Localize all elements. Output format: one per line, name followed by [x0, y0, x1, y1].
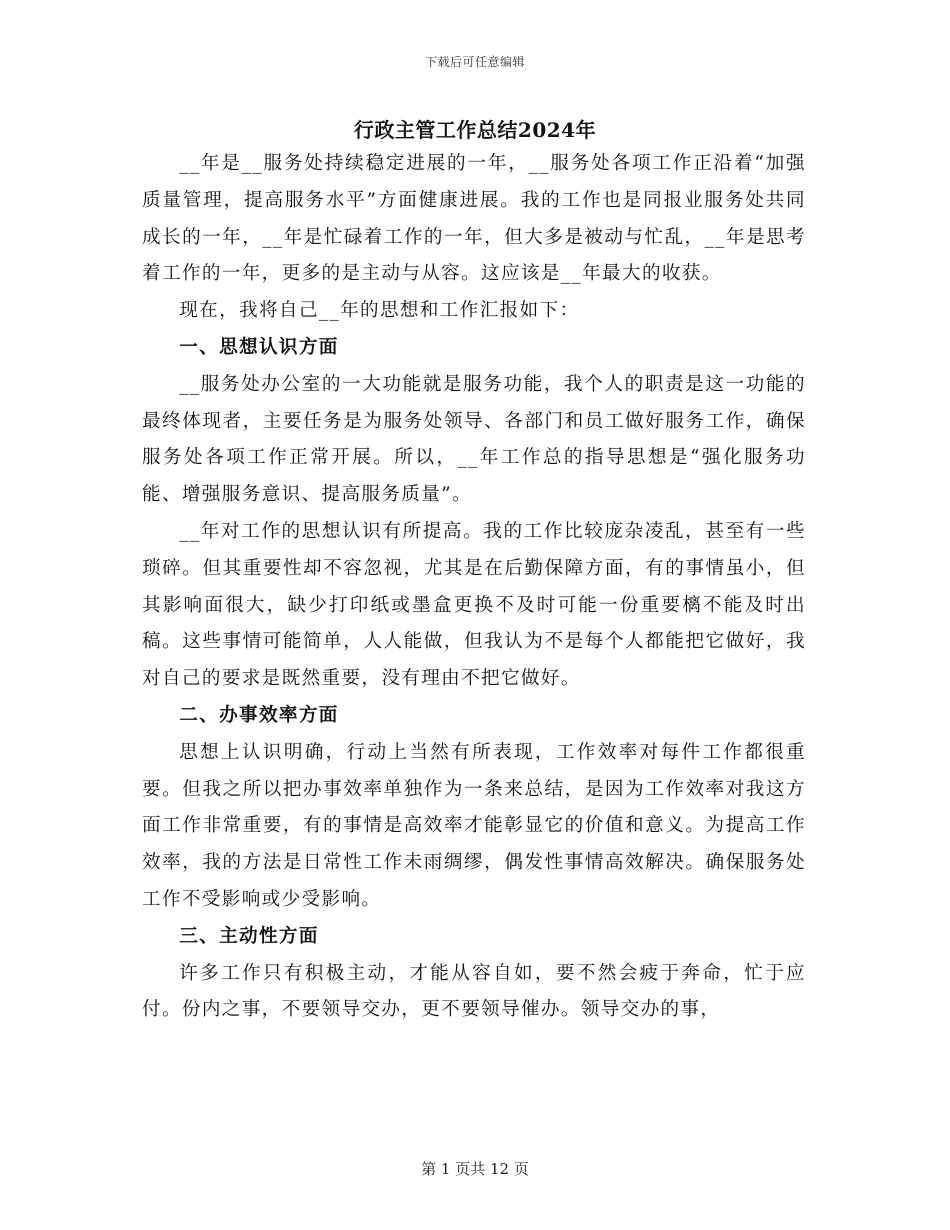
intro-paragraph: 现在，我将自己__年的思想和工作汇报如下：	[179, 300, 580, 322]
document-title: 行政主管工作总结2024年	[353, 118, 597, 142]
header-note: 下载后可任意编辑	[424, 55, 525, 69]
page-indicator: 第 1 页共 12 页	[421, 1160, 529, 1178]
section-heading: 三、主动性方面	[179, 925, 319, 947]
body-paragraph: 思想上认识明确，行动上当然有所表现，工作效率对每件工作都很重要。但我之所以把办事效率单独作为一条来总结，是因为工作效率对我这方面工作非常重要，有的事情是高效率才能彰显它的价值和意义。为提高工作效率，我的方法是日常性工作未雨绸缪，偶发性事情高效解决。确保服务处工作不受影响或少受影响。	[142, 741, 806, 910]
body-paragraph: __年对工作的思想认识有所提高。我的工作比较庞杂凌乱，甚至有一些琐碎。但其重要性却不容忽视，尤其是在后勤保障方面，有的事情虽小，但其影响面很大，缺少打印纸或墨盒更换不及时可能一份重要樆不能及时出稿。这些事情可能简单，人人能做，但我认为不是每个人都能把它做好，我对自己的要求是既然重要，没有理由不把它做好。	[142, 520, 806, 690]
body-paragraph: 许多工作只有积极主动，才能从容自如，要不然会疲于奔命，忙于应付。份内之事，不要领导交办，更不要领导催办。领导交办的事，	[142, 962, 806, 1021]
intro-paragraph: __年是__服务处持续稳定进展的一年，__服务处各项工作正沿着“加强质量管理，提高服务水平”方面健康进展。我的工作也是同报业服务处共同成长的一年，__年是忙碌着工作的一年，但大多是被动与忙乱，__年是思考着工作的一年，更多的是主动与从容。这应该是__年最大的收获。	[142, 153, 806, 285]
document-body	[142, 146, 806, 1029]
section-heading: 二、办事效率方面	[179, 704, 339, 726]
section-heading: 一、思想认识方面	[179, 336, 339, 358]
body-paragraph: __服务处办公室的一大功能就是服务功能，我个人的职责是这一功能的最终体现者，主要任务是为服务处领导、各部门和员工做好服务工作，确保服务处各项工作正常开展。所以，__年工作总的指导思想是“强化服务功能、增强服务意识、提高服务质量”。	[142, 373, 806, 506]
